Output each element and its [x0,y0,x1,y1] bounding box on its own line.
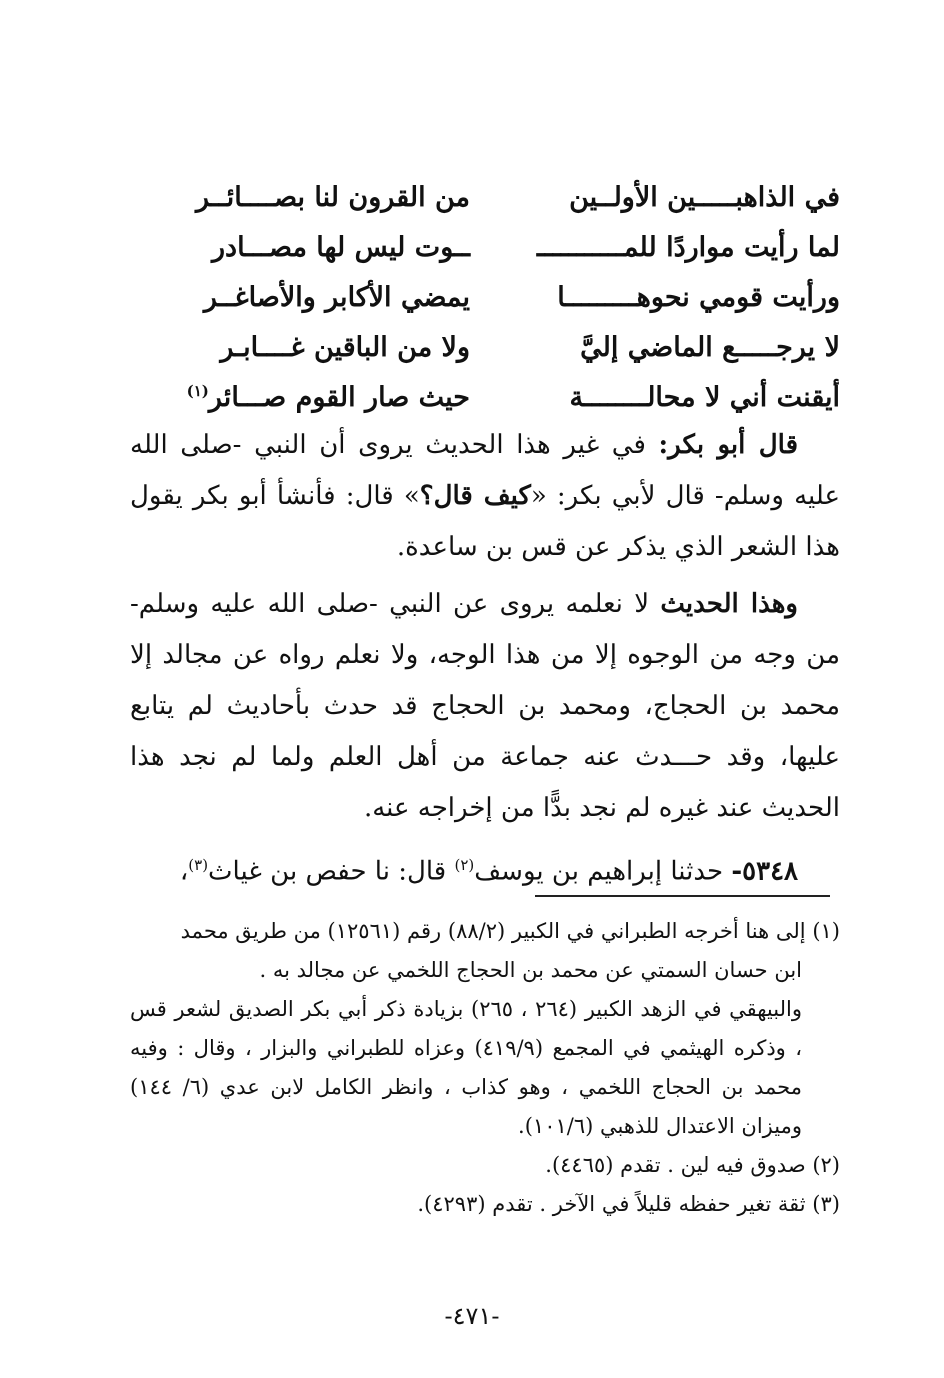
footnote-divider [535,895,830,897]
paragraph-abu-bakr [130,420,840,573]
verse-first-hemistich: أيقنت أني لا محالــــــــة [569,381,840,413]
footnote-marker: (١) [812,919,840,943]
footnote-ref-3: (٣) [188,856,209,874]
verse-second-hemistich: ــوت ليس لها مصـــادر [212,231,470,263]
poem-verse [150,272,840,322]
footnote-text: والبيهقي في الزهد الكبير (٢٦٤ ، ٢٦٥) بزيادة ذكر أبي بكر الصديق لشعر قس ، وذكره الهيثمي في المجمع (٤١٩/٩) وعزاه للطبراني والبزار ، وقال : وفيه محمد بن الحجاج اللخمي ، وهو كذاب ، وانظر الكامل لابن عدي (٦/ ١٤٤) وميزان الاعتدال للذهبي (١٠١/٦). [130,997,803,1138]
verse-text: حيث صار القوم صـــائر [208,381,470,413]
verse-second-hemistich: من القرون لنا بصــــائــر [196,181,470,213]
paragraph-lead: وهذا الحديث [660,589,798,619]
verse-first-hemistich: ورأيت قومي نحوهـــــــــا [557,281,840,313]
footnotes [130,912,840,1224]
hadith-number: ٥٣٤٨- [731,856,798,887]
verse-first-hemistich: في الذاهبـــــين الأولــين [569,181,840,213]
paragraph-hadith-note [130,579,840,834]
footnote-text: ابن حسان السمتي عن محمد بن الحجاج اللخمي عن مجالد به . [259,958,802,982]
footnote-2: (٢) صدوق فيه لين . تقدم (٤٤٦٥). [545,1153,840,1177]
footnote-1 [130,912,840,1146]
verse-second-hemistich: ولا من الباقين غــــابـر [220,331,470,363]
poem-verse [150,172,840,222]
main-text [130,420,840,898]
poem-block [150,172,840,422]
poem-verse [150,372,840,422]
footnote-text: إلى هنا أخرجه الطبراني في الكبير (٨٨/٢) رقم (١٢٥٦١) من طريق محمد [180,919,806,943]
paragraph-text: » قال: فأنشأ أبو بكر يقول هذا الشعر الذي يذكر عن قس بن ساعدة. [130,481,840,562]
poem-verse [150,322,840,372]
footnote-ref-2: (٢) [454,856,475,874]
verse-second-hemistich: يمضي الأكابر والأصاغــر [203,281,470,313]
verse-first-hemistich: لا يرجـــــع الماضي إليَّ [580,331,840,363]
paragraph-text: قال: نا حفص بن غياث [208,856,455,887]
footnote-ref-1: (١) [186,381,209,400]
paragraph-text: حدثنا إبراهيم بن يوسف [474,856,732,887]
paragraph-hadith-5348 [130,840,840,898]
poem-verse [150,222,840,272]
footnote-3: (٣) ثقة تغير حفظه قليلاً في الآخر . تقدم (٤٢٩٣). [417,1192,840,1216]
paragraph-lead: قال أبو بكر: [658,430,798,460]
paragraph-text: في غير هذا الحديث يروى أن النبي -صلى الله عليه وسلم- قال لأبي بكر: « [130,430,840,511]
paragraph-text: لا نعلمه يروى عن النبي -صلى الله عليه وسلم- من وجه من الوجوه إلا من هذا الوجه، ولا نعلم رواه عن مجالد إلا محمد بن الحجاج، ومحمد بن الحجاج قد حدث بأحاديث لم يتابع عليها، وقد حـــدث عنه جماعة من أهل العلم ولما لم نجد هذا الحديث عند غيره لم نجد بدًّا من إخراجه عنه. [130,589,840,823]
paragraph-text: ، [179,856,189,887]
verse-first-hemistich: لما رأيت مواردًا للمـــــــــــ [536,231,840,263]
verse-second-hemistich [150,382,470,413]
page-number: -٤٧١- [444,1302,500,1330]
quoted-question: كيف قال؟ [419,481,531,511]
